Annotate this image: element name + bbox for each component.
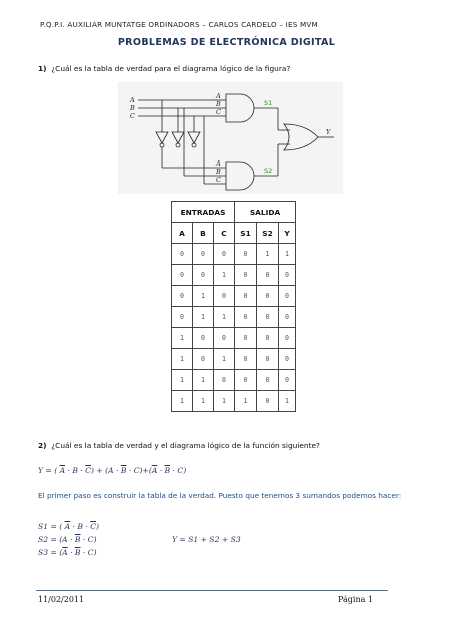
truth-table-body — [172, 244, 296, 412]
table-cell: 0 — [257, 370, 279, 391]
table-cell: 1 — [214, 307, 235, 328]
function-formula: Y = ( $\overline{A} \cdot B \cdot \overline{C}) + (A \cdot \overline{B} \cdot C)+(\overline{A} \cdot \overline{B} \cdot C)$ — [38, 466, 187, 475]
footer-divider — [36, 590, 388, 591]
table-cell: 0 — [193, 328, 214, 349]
table-cell: 0 — [214, 370, 235, 391]
footer-page-number: Página 1 — [338, 595, 374, 604]
output-label-y: Y — [326, 128, 331, 136]
truth-table-column-header — [172, 223, 296, 244]
table-cell: 0 — [235, 370, 257, 391]
truth-table-group-header — [172, 202, 296, 223]
table-cell: 1 — [193, 370, 214, 391]
table-cell: 1 — [257, 244, 279, 265]
question-2-number: 2) — [38, 441, 47, 450]
col-c: C — [214, 223, 235, 244]
question-2 — [38, 441, 320, 450]
table-cell: 0 — [235, 244, 257, 265]
table-cell: 1 — [172, 328, 193, 349]
s1-label: S1 — [264, 99, 273, 107]
table-cell: 0 — [172, 244, 193, 265]
table-cell: 0 — [279, 265, 296, 286]
table-row — [172, 265, 296, 286]
table-cell: 0 — [193, 349, 214, 370]
gate2-input-not-a: Ā — [216, 160, 221, 168]
table-row — [172, 286, 296, 307]
question-1-text: ¿Cuál es la tabla de verdad para el diagrama lógico de la figura? — [51, 64, 291, 73]
page-header: P.Q.P.I. AUXILIAR MUNTATGE ORDINADORS – CARLOS CARDELO – IES MVM — [40, 20, 318, 29]
table-cell: 0 — [257, 286, 279, 307]
formula-y-sum: Y = S1 + S2 + S3 — [172, 535, 241, 544]
table-row — [172, 349, 296, 370]
question-1 — [38, 64, 290, 73]
col-s1: S1 — [235, 223, 257, 244]
formula-s2: $S2 = (A \cdot \overline{B} \cdot C)$ — [38, 535, 97, 544]
table-cell: 0 — [257, 391, 279, 412]
table-cell: 0 — [172, 265, 193, 286]
table-cell: 1 — [214, 349, 235, 370]
input-label-a: A — [130, 96, 135, 104]
col-y: Y — [279, 223, 296, 244]
table-cell: 0 — [193, 265, 214, 286]
table-cell: 1 — [172, 370, 193, 391]
table-cell: 0 — [235, 349, 257, 370]
table-cell: 0 — [257, 307, 279, 328]
table-cell: 0 — [235, 265, 257, 286]
diagram-background — [118, 82, 343, 194]
formula-s1: S1 = ( $\overline{A} \cdot B \cdot \overline{C}$) — [38, 522, 99, 531]
table-row — [172, 328, 296, 349]
input-label-b: B — [130, 104, 135, 112]
gate1-input-b: B — [216, 100, 221, 108]
table-cell: 1 — [172, 349, 193, 370]
table-cell: 1 — [193, 286, 214, 307]
table-row — [172, 391, 296, 412]
gate1-input-a: A — [216, 92, 221, 100]
table-cell: 0 — [279, 370, 296, 391]
header-entradas: ENTRADAS — [172, 202, 235, 223]
table-cell: 0 — [257, 349, 279, 370]
input-label-c: C — [130, 112, 135, 120]
table-cell: 0 — [172, 307, 193, 328]
table-cell: 1 — [279, 391, 296, 412]
table-cell: 1 — [235, 391, 257, 412]
col-s2: S2 — [257, 223, 279, 244]
table-cell: 0 — [193, 244, 214, 265]
table-cell: 0 — [214, 328, 235, 349]
formula-s3: $S3 = (\overline{A} \cdot \overline{B} \cdot C)$ — [38, 548, 97, 557]
explanation-paragraph: El primer paso es construir la tabla de la verdad. Puesto que tenemos 3 sumandos podemos hacer: — [38, 491, 402, 500]
s2-label: S2 — [264, 167, 273, 175]
table-cell: 1 — [193, 307, 214, 328]
table-row — [172, 244, 296, 265]
gate2-input-b: B — [216, 168, 221, 176]
table-cell: 1 — [214, 391, 235, 412]
logic-diagram — [118, 82, 343, 194]
table-cell: 0 — [235, 286, 257, 307]
col-a: A — [172, 223, 193, 244]
table-row — [172, 370, 296, 391]
truth-table — [171, 201, 296, 412]
table-cell: 1 — [214, 265, 235, 286]
question-1-number: 1) — [38, 64, 47, 73]
table-cell: 0 — [172, 286, 193, 307]
table-cell: 0 — [279, 286, 296, 307]
gate2-input-c: C — [216, 176, 221, 184]
table-cell: 1 — [172, 391, 193, 412]
table-cell: 0 — [214, 244, 235, 265]
table-cell: 1 — [193, 391, 214, 412]
question-2-text: ¿Cuál es la tabla de verdad y el diagrama lógico de la función siguiente? — [51, 441, 320, 450]
table-cell: 0 — [235, 328, 257, 349]
table-cell: 0 — [257, 265, 279, 286]
table-cell: 0 — [235, 307, 257, 328]
footer-date: 11/02/2011 — [38, 595, 85, 604]
page-title: PROBLEMAS DE ELECTRÓNICA DIGITAL — [117, 37, 336, 48]
table-cell: 0 — [214, 286, 235, 307]
table-cell: 0 — [279, 328, 296, 349]
table-cell: 1 — [279, 244, 296, 265]
table-cell: 0 — [257, 328, 279, 349]
header-salida: SALIDA — [235, 202, 296, 223]
table-cell: 0 — [279, 307, 296, 328]
gate1-input-c: C — [216, 108, 221, 116]
table-row — [172, 307, 296, 328]
table-cell: 0 — [279, 349, 296, 370]
col-b: B — [193, 223, 214, 244]
